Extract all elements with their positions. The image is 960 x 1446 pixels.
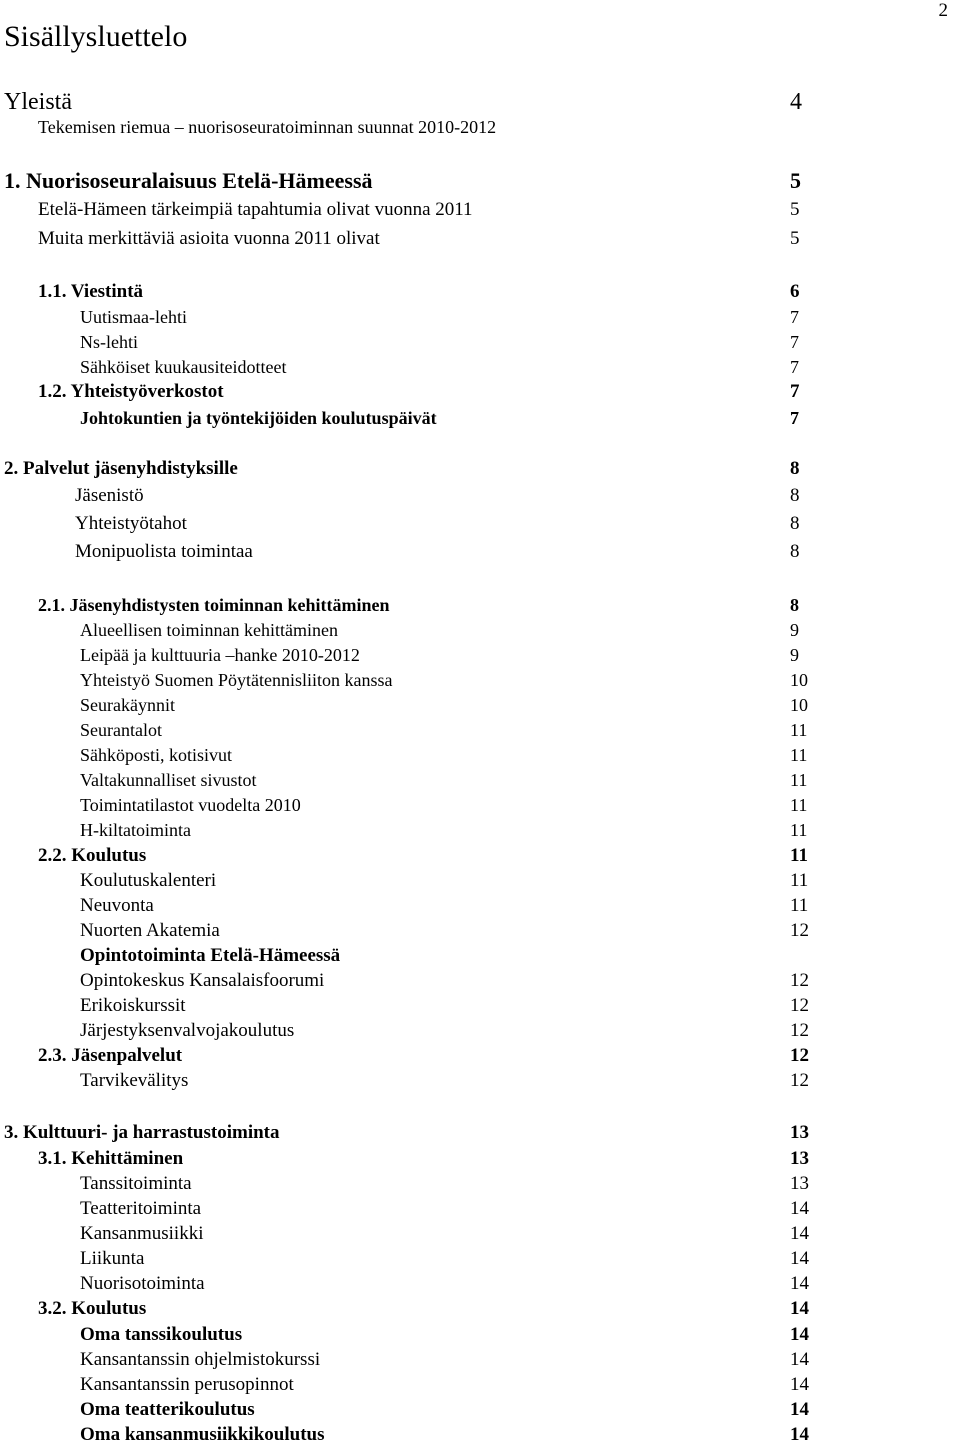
page-title: Sisällysluettelo <box>4 20 188 53</box>
page-number: 2 <box>938 0 948 21</box>
toc-entry <box>80 719 808 741</box>
toc-entry-title: Johtokuntien ja työntekijöiden koulutuspäivät <box>80 408 437 428</box>
toc-entry-title: Koulutuskalenteri <box>80 870 217 891</box>
toc-entry-page: 11 <box>790 745 808 765</box>
toc-entry-title: Muita merkittäviä asioita vuonna 2011 olivat <box>38 228 380 249</box>
toc-entry-title: Leipää ja kulttuuria –hanke 2010-2012 <box>80 645 360 665</box>
toc-entry-page: 7 <box>790 307 799 327</box>
toc-entry-page: 11 <box>790 720 808 740</box>
toc-entry-page: 12 <box>790 970 809 991</box>
toc-entry <box>80 407 799 429</box>
toc-entry-title: Teatteritoiminta <box>80 1198 202 1219</box>
toc-entry-page: 9 <box>790 620 799 640</box>
toc-entry <box>75 541 800 563</box>
toc-entry-page: 11 <box>790 895 809 916</box>
toc-entry-title: 2.3. Jäsenpalvelut <box>38 1045 183 1066</box>
toc-entry-page: 8 <box>790 513 800 534</box>
toc-entry <box>80 1273 809 1295</box>
toc-entry-title: Oma teatterikoulutus <box>80 1399 255 1420</box>
toc-entry-page: 11 <box>790 845 808 866</box>
toc-entry-title: Alueellisen toiminnan kehittäminen <box>80 620 338 640</box>
toc-entry <box>75 513 800 535</box>
toc-entry-title: Valtakunnalliset sivustot <box>80 770 257 790</box>
toc-entry-page: 14 <box>790 1324 809 1345</box>
toc-entry <box>80 1424 809 1446</box>
toc-entry-title: Erikoiskurssit <box>80 995 186 1016</box>
toc-entry <box>80 669 808 691</box>
toc-entry-title: Seurakäynnit <box>80 695 175 715</box>
toc-entry <box>80 870 809 892</box>
toc-entry-title: Kansantanssin perusopinnot <box>80 1374 294 1395</box>
toc-entry-page: 5 <box>790 168 801 193</box>
toc-entry <box>80 920 809 942</box>
toc-entry <box>80 970 809 992</box>
toc-entry-page: 12 <box>790 995 809 1016</box>
toc-entry-page: 14 <box>790 1399 809 1420</box>
toc-entry-page: 12 <box>790 920 809 941</box>
toc-entry-page: 14 <box>790 1349 809 1370</box>
toc-entry-title: 1.2. Yhteistyöverkostot <box>38 381 224 402</box>
toc-entry-title: Sähköposti, kotisivut <box>80 745 233 765</box>
toc-entry-page: 8 <box>790 541 800 562</box>
toc-entry <box>4 168 801 194</box>
toc-entry-page: 12 <box>790 1020 809 1041</box>
toc-entry-title: Yhteistyö Suomen Pöytätennisliiton kanssa <box>80 670 393 690</box>
toc-entry <box>38 1148 809 1170</box>
toc-entry <box>80 644 799 666</box>
toc-entry-title: Oma tanssikoulutus <box>80 1324 243 1345</box>
toc-entry-title: 3.1. Kehittäminen <box>38 1148 184 1169</box>
toc-entry-page: 12 <box>790 1045 809 1066</box>
toc-entry-title: 3. Kulttuuri- ja harrastustoiminta <box>4 1122 280 1143</box>
toc-entry <box>80 331 799 353</box>
toc-entry-page: 10 <box>790 695 808 715</box>
toc-entry <box>4 458 800 480</box>
toc-entry-page: 14 <box>790 1248 809 1269</box>
toc-entry-page: 11 <box>790 820 808 840</box>
toc-entry <box>38 1045 809 1067</box>
toc-entry-title: Järjestyksenvalvojakoulutus <box>80 1020 295 1041</box>
toc-entry <box>75 485 800 507</box>
toc-entry <box>80 1198 809 1220</box>
toc-entry <box>80 895 809 917</box>
toc-entry-page: 11 <box>790 795 808 815</box>
toc-entry-page: 14 <box>790 1198 809 1219</box>
toc-entry-title: 1.1. Viestintä <box>38 281 144 302</box>
toc-entry <box>4 1122 809 1144</box>
toc-entry-title: 2. Palvelut jäsenyhdistyksille <box>4 458 238 479</box>
toc-entry <box>80 694 808 716</box>
toc-entry <box>80 1324 809 1346</box>
toc-entry-page: 8 <box>790 595 799 615</box>
toc-entry-page: 13 <box>790 1148 809 1169</box>
toc-entry <box>38 381 800 403</box>
toc-entry-page: 9 <box>790 645 799 665</box>
toc-entry-title: Tekemisen riemua – nuorisoseuratoiminnan suunnat 2010-2012 <box>38 117 497 137</box>
toc-entry-title: Nuorisotoiminta <box>80 1273 205 1294</box>
toc-entry-page: 11 <box>790 870 809 891</box>
toc-entry <box>80 1248 809 1270</box>
toc-entry-title: Kansantanssin ohjelmistokurssi <box>80 1349 321 1370</box>
toc-entry-title: Jäsenistö <box>75 485 144 506</box>
toc-entry-page: 7 <box>790 408 799 428</box>
toc-entry-page: 13 <box>790 1122 809 1143</box>
toc-entry-title: Yleistä <box>4 89 72 115</box>
toc-entry-page: 7 <box>790 357 799 377</box>
toc-entry-page: 14 <box>790 1374 809 1395</box>
toc-entry <box>80 794 808 816</box>
toc-entry-title: Sähköiset kuukausiteidotteet <box>80 357 287 377</box>
toc-entry-title: Liikunta <box>80 1248 145 1269</box>
toc-entry-page: 5 <box>790 228 800 249</box>
toc-entry <box>38 116 496 138</box>
toc-entry <box>80 1399 809 1421</box>
toc-entry-title: Nuorten Akatemia <box>80 920 220 941</box>
toc-entry <box>80 1020 809 1042</box>
toc-entry <box>80 995 809 1017</box>
toc-entry <box>38 845 808 867</box>
toc-entry-title: Ns-lehti <box>80 332 138 352</box>
toc-entry <box>80 306 799 328</box>
toc-entry-title: 2.1. Jäsenyhdistysten toiminnan kehittäminen <box>38 595 390 615</box>
toc-entry-page: 5 <box>790 199 800 220</box>
toc-entry-page: 4 <box>790 89 802 115</box>
toc-entry <box>80 1070 809 1092</box>
toc-entry-page: 8 <box>790 458 800 479</box>
toc-entry-page: 11 <box>790 770 808 790</box>
toc-entry-title: Etelä-Hämeen tärkeimpiä tapahtumia olivat vuonna 2011 <box>38 199 473 220</box>
toc-entry <box>80 1223 809 1245</box>
toc-entry <box>80 769 808 791</box>
toc-entry <box>38 594 799 616</box>
toc-entry-title: Uutismaa-lehti <box>80 307 187 327</box>
toc-entry <box>38 1298 809 1320</box>
toc-entry-title: Tarvikevälitys <box>80 1070 189 1091</box>
toc-entry <box>80 1349 809 1371</box>
toc-entry-title: 2.2. Koulutus <box>38 845 147 866</box>
toc-entry <box>38 228 800 250</box>
toc-entry-title: H-kiltatoiminta <box>80 820 191 840</box>
toc-entry-page: 14 <box>790 1298 809 1319</box>
toc-entry-title: Opintotoiminta Etelä-Hämeessä <box>80 945 341 966</box>
toc-entry-page: 14 <box>790 1273 809 1294</box>
toc-entry <box>80 619 799 641</box>
toc-entry <box>80 1173 809 1195</box>
toc-entry-title: 3.2. Koulutus <box>38 1298 147 1319</box>
toc-entry-title: Yhteistyötahot <box>75 513 187 534</box>
toc-entry-title: Seurantalot <box>80 720 162 740</box>
toc-entry-page: 10 <box>790 670 808 690</box>
toc-entry <box>80 356 799 378</box>
toc-entry-page: 8 <box>790 485 800 506</box>
toc-entry-title: Tanssitoiminta <box>80 1173 192 1194</box>
toc-entry-title: Kansanmusiikki <box>80 1223 204 1244</box>
toc-entry-page: 14 <box>790 1424 809 1445</box>
toc-entry-page: 13 <box>790 1173 809 1194</box>
toc-entry <box>80 744 808 766</box>
toc-entry-page: 12 <box>790 1070 809 1091</box>
toc-entry-title: Monipuolista toimintaa <box>75 541 253 562</box>
toc-entry-title: Oma kansanmusiikkikoulutus <box>80 1424 325 1445</box>
toc-entry-title: 1. Nuorisoseuralaisuus Etelä-Hämeessä <box>4 168 373 193</box>
toc-entry-page: 14 <box>790 1223 809 1244</box>
toc-entry <box>80 945 340 967</box>
toc-entry-title: Neuvonta <box>80 895 154 916</box>
toc-entry-title: Opintokeskus Kansalaisfoorumi <box>80 970 325 991</box>
toc-entry <box>38 199 800 221</box>
toc-entry <box>80 1374 809 1396</box>
toc-entry <box>4 88 802 116</box>
toc-entry-page: 6 <box>790 281 800 302</box>
toc-entry-title: Toimintatilastot vuodelta 2010 <box>80 795 301 815</box>
toc-entry-page: 7 <box>790 381 800 402</box>
toc-entry <box>38 281 800 303</box>
toc-entry-page: 7 <box>790 332 799 352</box>
toc-entry <box>80 819 808 841</box>
